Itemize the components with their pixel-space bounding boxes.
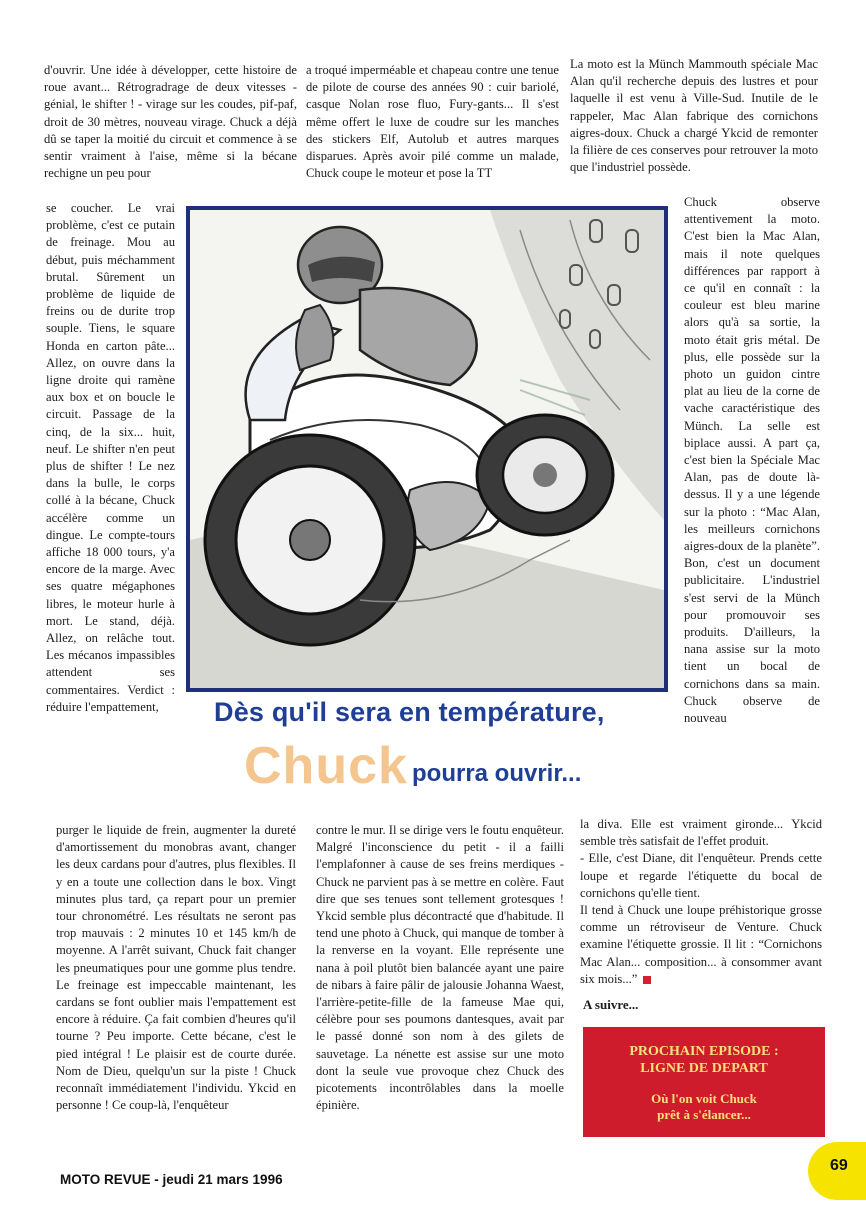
headline-line-2: pourra ouvrir...: [412, 760, 582, 787]
next-episode-box: [583, 1027, 825, 1137]
next-episode-title-2: LIGNE DE DEPART: [640, 1061, 768, 1076]
col1-bottom-text: purger le liquide de frein, augmenter la dureté d'amortissement du monobras avant, changer les deux cardans pour d'autres, plus flexibles. Il y en a toute une collection dans le box. Vingt minutes plus tard, ça repart pour un premier tour chronométré. Les résultats ne seront pas trop mauvais : 2 minutes 10 et 145 km/h de moyenne. A l'arrêt suivant, Chuck fait changer les pneumatiques pour une gomme plus tendre. Le freinage est impeccable maintenant, les cardans se font oublier mais l'empattement est encore à réduire. Ça fait combien d'heures qu'il tourne ? Peu importe. Cette bécane, c'est le pied intégral ! Le plaisir est de courte durée. Nom de Dieu, quelqu'un sur la piste ! Chuck reconnaît immédiatement l'individu. Ykcid en personne ! Ce coup-là, l'enquêteur: [56, 823, 296, 1113]
footer-publication: MOTO REVUE - jeudi 21 mars 1996: [60, 1172, 283, 1187]
to-be-continued: A suivre...: [583, 997, 639, 1012]
next-episode-title-1: PROCHAIN EPISODE :: [629, 1044, 779, 1059]
next-episode-teaser-1: Où l'on voit Chuck: [651, 1091, 757, 1106]
col3-top-text: La moto est la Münch Mammouth spéciale Mac Alan qu'il recherche depuis des lustres et pour laquelle il est venu à Ville-Sud. Inutile de le rappeler, Mac Alan fabrique des cornichons aigres-doux. Chuck a chargé Ykcid de remonter la filière de ces conserves pour retrouver la moto que l'industriel possède.: [570, 57, 818, 175]
headline-name: Chuck: [244, 737, 408, 795]
col3-bottom-para-2: - Elle, c'est Diane, dit l'enquêteur. Prends cette loupe et regarde l'étiquette du bocal de cornichons qu'elle tient.: [580, 851, 822, 900]
col2-bottom-text: contre le mur. Il se dirige vers le foutu enquêteur. Malgré l'inconscience du petit - il a failli l'emplafonner à cause de ses freins merdiques - Chuck ne parvient pas à se mettre en colère. Faut dire que ses tenues sont tellement grotesques ! Ykcid semble plus décontracté que d'habitude. Il tend une photo à Chuck, qui manque de tomber à la renverse en la voyant. Elle représente une nana à poil plutôt bien balancée ayant une paire de nibars à faire pâlir de jalousie Johanna Waest, l'arrière-petite-fille de la fameuse Mae qui, célèbre pour ses poumons dantesques, avait par le passé donné son nom à des gilets de sauvetage. La nénette est assise sur une moto dont la seule vue provoque chez Chuck des picotements incontrôlables dans la moelle épinière.: [316, 823, 564, 1113]
col3-bottom-block: [580, 816, 822, 988]
col3-bottom-para-1: la diva. Elle est vraiment gironde... Ykcid semble très satisfait de l'effet produit.: [580, 817, 822, 849]
next-episode-teaser-2: prêt à s'élancer...: [657, 1107, 751, 1122]
col1-narrow-text: se coucher. Le vrai problème, c'est ce putain de freinage. Mou au début, puis méchamment brutal. Sûrement un problème de liquide de freins ou de durite trop souple. Tiens, le square Honda en carton pâte... Allez, on ouvre dans la ligne droite qui ramène aux box et on boucle le circuit. Passage de la cinq, de la six... huit, neuf. Le shifter n'en peut plus de shifter ! Le nez dans la bulle, le corps collé à la bécane, Chuck accélère comme un dingue. Le compte-tours affiche 18 000 tours, y'a encore de la marge. Avec ses quatre mégaphones libres, le moteur hurle à mort. Le stand, déjà. Allez, on relâche tout. Les mécanos impassibles attendent ses commentaires. Verdict : réduire l'empattement,: [46, 201, 175, 714]
col3-narrow-text: Chuck observe attentivement la moto. C'est bien la Mac Alan, mais il note quelques différences par rapport à ce qu'il en connaît : la couleur est bleu marine alors qu'à sa sortie, la moto était gris métal. De plus, elle possède sur la photo un guidon cintre plat au lieu de la corne de vache caractéristique des Münch. La selle est biplace aussi. A part ça, c'est bien la Spéciale Mac Alan, pas de doute là-dessus. Il y a une légende sur la photo : “Mac Alan, les meilleurs cornichons aigres-doux de la planète”. Bon, c'est un document publicitaire. L'industriel s'est servi de la Münch pour promouvoir ses produits. D'ailleurs, la nana assise sur la moto tient un bocal de cornichons dans sa main. Chuck observe de nouveau: [684, 195, 820, 726]
col3-bottom-para-3: [580, 902, 822, 988]
motorcycle-illustration: [186, 206, 668, 692]
col3-bottom-para-3-text: Il tend à Chuck une loupe préhistorique grosse comme un rétroviseur de Venture. Chuck examine l'étiquette grossie. Il lit : “Cornichons Mac Alan... composition... à consommer avant six mois...”: [580, 903, 822, 986]
end-mark-square: [643, 976, 651, 984]
col1-top-text: d'ouvrir. Une idée à développer, cette histoire de roue avant... Rétrogradrage de deux vitesses - génial, le shifter ! - virage sur les coudes, pif-paf, droit de 30 mètres, nouveau virage. Chuck a déjà dû se taper la moitié du circuit et commence à se sentir vraiment à l'aise, même si la bécane rechigne un peu pour: [44, 63, 297, 181]
col2-top-text: a troqué imperméable et chapeau contre une tenue de pilote de course des années 90 : cuir bariolé, casque Nolan rose fluo, Fury-gants... Il s'est même offert le luxe de coudre sur les manches des stickers Elf, Autolub et autres marques disparues. Après avoir pilé comme un malade, Chuck coupe le moteur et pose la TT: [306, 63, 559, 181]
next-episode-teaser: [583, 1091, 825, 1123]
motorcycle-drawing: [190, 210, 664, 688]
page-number: 69: [830, 1157, 848, 1174]
headline-line-1: Dès qu'il sera en température,: [214, 697, 605, 727]
next-episode-heading: [583, 1043, 825, 1077]
